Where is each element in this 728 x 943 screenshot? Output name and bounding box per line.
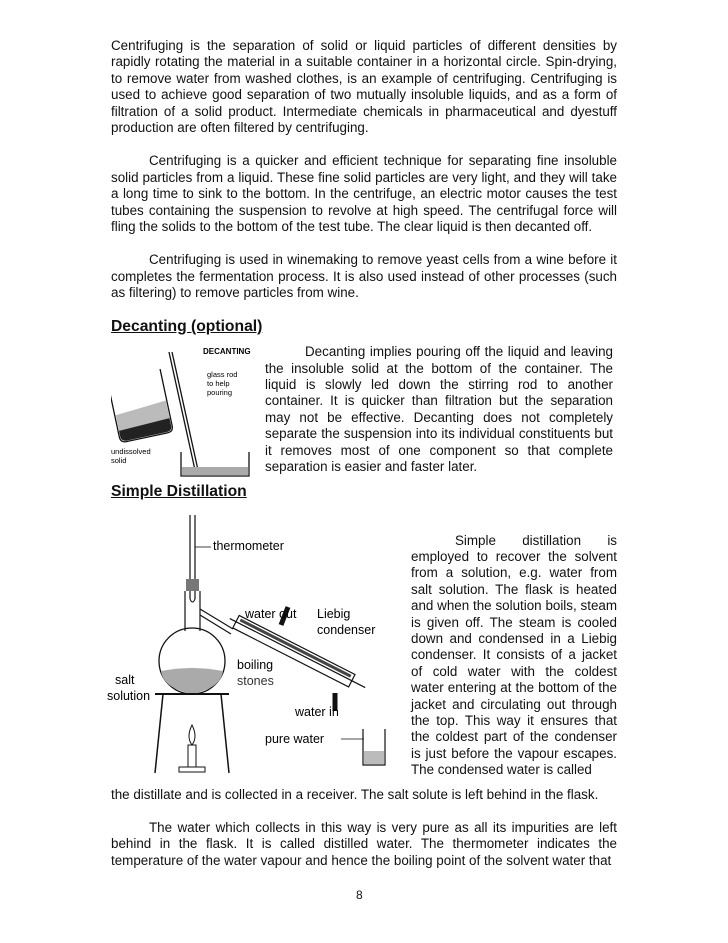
decanting-diagram <box>111 344 261 479</box>
rod-label-3: pouring <box>207 388 233 398</box>
boiling-label-1: boiling <box>237 657 274 672</box>
liebig-label-1: Liebig <box>317 606 351 621</box>
boiling-label-2: stones <box>237 673 274 688</box>
distillation-paragraph: Simple distillation is employed to recover the solvent from a solution, e.g. water from salt solution. The flask is heated and when the solution boils, steam is given off. The steam is cooled down and condensed in a Liebig condenser. It consists of a jacket of cold water with the coldest water entering at the bottom of the jacket and circulating out through the top. This way it ensures that the coldest part of the condenser is just before the vapour escapes. The condensed water is called <box>411 532 617 778</box>
decanting-heading: Decanting (optional) <box>111 317 263 335</box>
distillation-diagram <box>103 503 393 783</box>
pure-water-label: pure water <box>265 731 325 746</box>
distillation-section <box>107 507 617 787</box>
water-out-label: water out <box>245 606 297 621</box>
solid-label-2: solid <box>111 456 127 466</box>
solid-label-1: undissolved <box>111 447 151 457</box>
paragraph-centrifuging-definition: Centrifuging is the separation of solid or liquid particles of different densities by rapidly rotating the material in a suitable container in a horizontal circle. Spin-drying, to remove water from washed clothes, is an example of centrifuging. Centrifuging is used to achieve good separation of two mutually insoluble liquids, and as a form of filtration of a solid product. Intermediate chemicals in pharmaceutical and dyestuff production are often filtered by centrifuging. <box>111 38 617 136</box>
salt-label-1: salt <box>115 672 135 687</box>
paragraph-centrifuging-winemaking: Centrifuging is used in winemaking to remove yeast cells from a wine before it completes the fermentation process. It is also used instead of other processes (such as filtering) to remove particles from wine. <box>111 252 617 301</box>
decanting-paragraph: Decanting implies pouring off the liquid and leaving the insoluble solid at the bottom of the container. The liquid is slowly led down the stirring rod to another container. It is quicker than filtration but the separation may not be effective. Decanting does not completely separate the suspension into its individual constituents but it removes most of one component so that complete separation is easier and faster later. <box>265 344 613 474</box>
distillation-heading: Simple Distillation <box>111 483 247 501</box>
paragraph-distilled-water: The water which collects in this way is very pure as all its impurities are left behind in the flask. It is called distilled water. The thermometer indicates the temperature of the water vapour and hence the boiling point of the solvent water that <box>111 819 617 868</box>
decanting-title: DECANTING <box>203 347 251 357</box>
paragraph-centrifuging-technique: Centrifuging is a quicker and efficient technique for separating fine insoluble solid particles from a liquid. These fine solid particles are very light, and they will take a long time to sink to the bottom. In the centrifuge, an electric motor causes the test tubes containing the suspension to revolve at high speed. The centrifugal force will fling the solids to the bottom of the test tube. The clear liquid is then decanted off. <box>111 153 617 235</box>
page-content <box>107 38 617 869</box>
thermometer-label: thermometer <box>213 538 284 553</box>
rod-label-2: to help <box>207 379 230 389</box>
distillation-continuation: the distillate and is collected in a receiver. The salt solute is left behind in the flask. <box>111 786 599 802</box>
liebig-label-2: condenser <box>317 622 376 637</box>
water-in-label: water in <box>295 704 339 719</box>
decanting-section <box>111 344 617 484</box>
salt-label-2: solution <box>107 688 151 703</box>
rod-label-1: glass rod <box>207 370 238 380</box>
page-number: 8 <box>356 888 363 902</box>
